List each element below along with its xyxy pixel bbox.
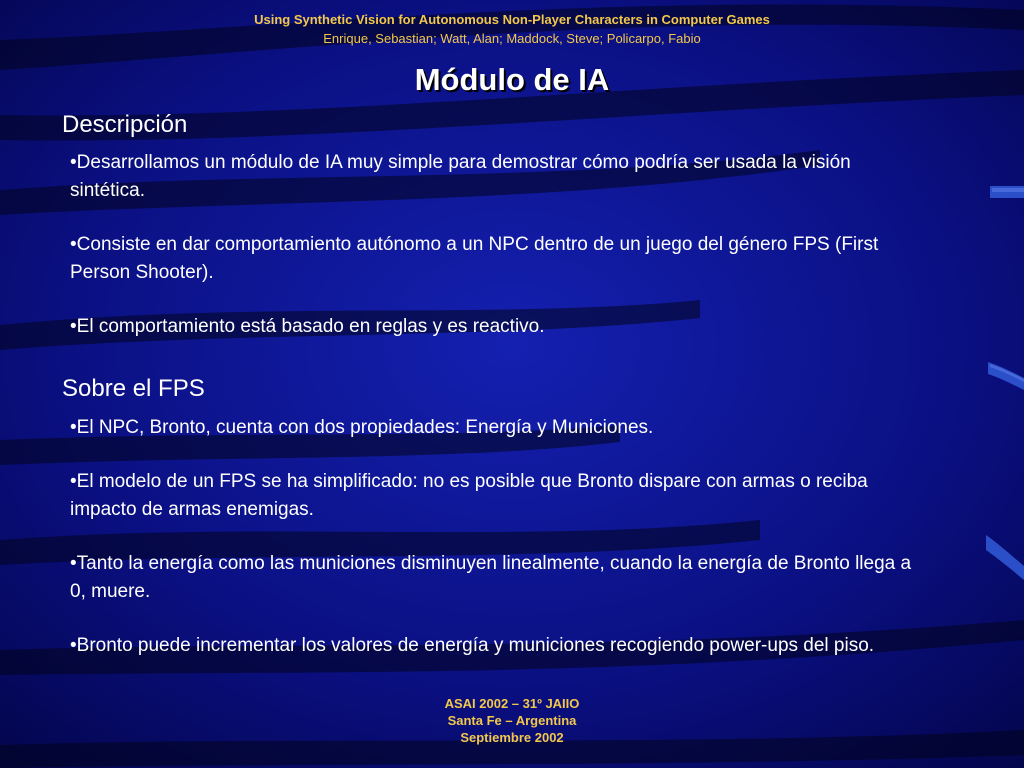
bullet-item: •El comportamiento está basado en reglas y es reactivo. (70, 316, 545, 337)
bullet-item: •Desarrollamos un módulo de IA muy simple para demostrar cómo podría ser usada la visión sintética. (70, 152, 851, 201)
presentation-title: Using Synthetic Vision for Autonomous Non-Player Characters in Computer Games (254, 12, 770, 27)
slide-title: Módulo de IA (414, 62, 610, 97)
authors-line: Enrique, Sebastian; Watt, Alan; Maddock, Steve; Policarpo, Fabio (323, 31, 701, 46)
section-heading-sobre-fps: Sobre el FPS (62, 375, 205, 402)
bullet-item: •Consiste en dar comportamiento autónomo a un NPC dentro de un juego del género FPS (First Person Shooter). (70, 234, 879, 283)
footer-date: Septiembre 2002 (460, 730, 564, 745)
bullet-item: •El modelo de un FPS se ha simplificado: no es posible que Bronto dispare con armas o reciba impacto de armas enemigas. (70, 471, 868, 520)
footer-conference: ASAI 2002 – 31º JAIIO (444, 696, 580, 711)
bullet-item: •Bronto puede incrementar los valores de energía y municiones recogiendo power-ups del piso. (70, 635, 875, 656)
section-heading-descripcion: Descripción (62, 111, 188, 138)
bullet-item: •Tanto la energía como las municiones disminuyen linealmente, cuando la energía de Bronto llega a 0, muere. (70, 553, 912, 602)
bullet-item: •El NPC, Bronto, cuenta con dos propiedades: Energía y Municiones. (70, 417, 654, 438)
footer-location: Santa Fe – Argentina (447, 713, 577, 728)
